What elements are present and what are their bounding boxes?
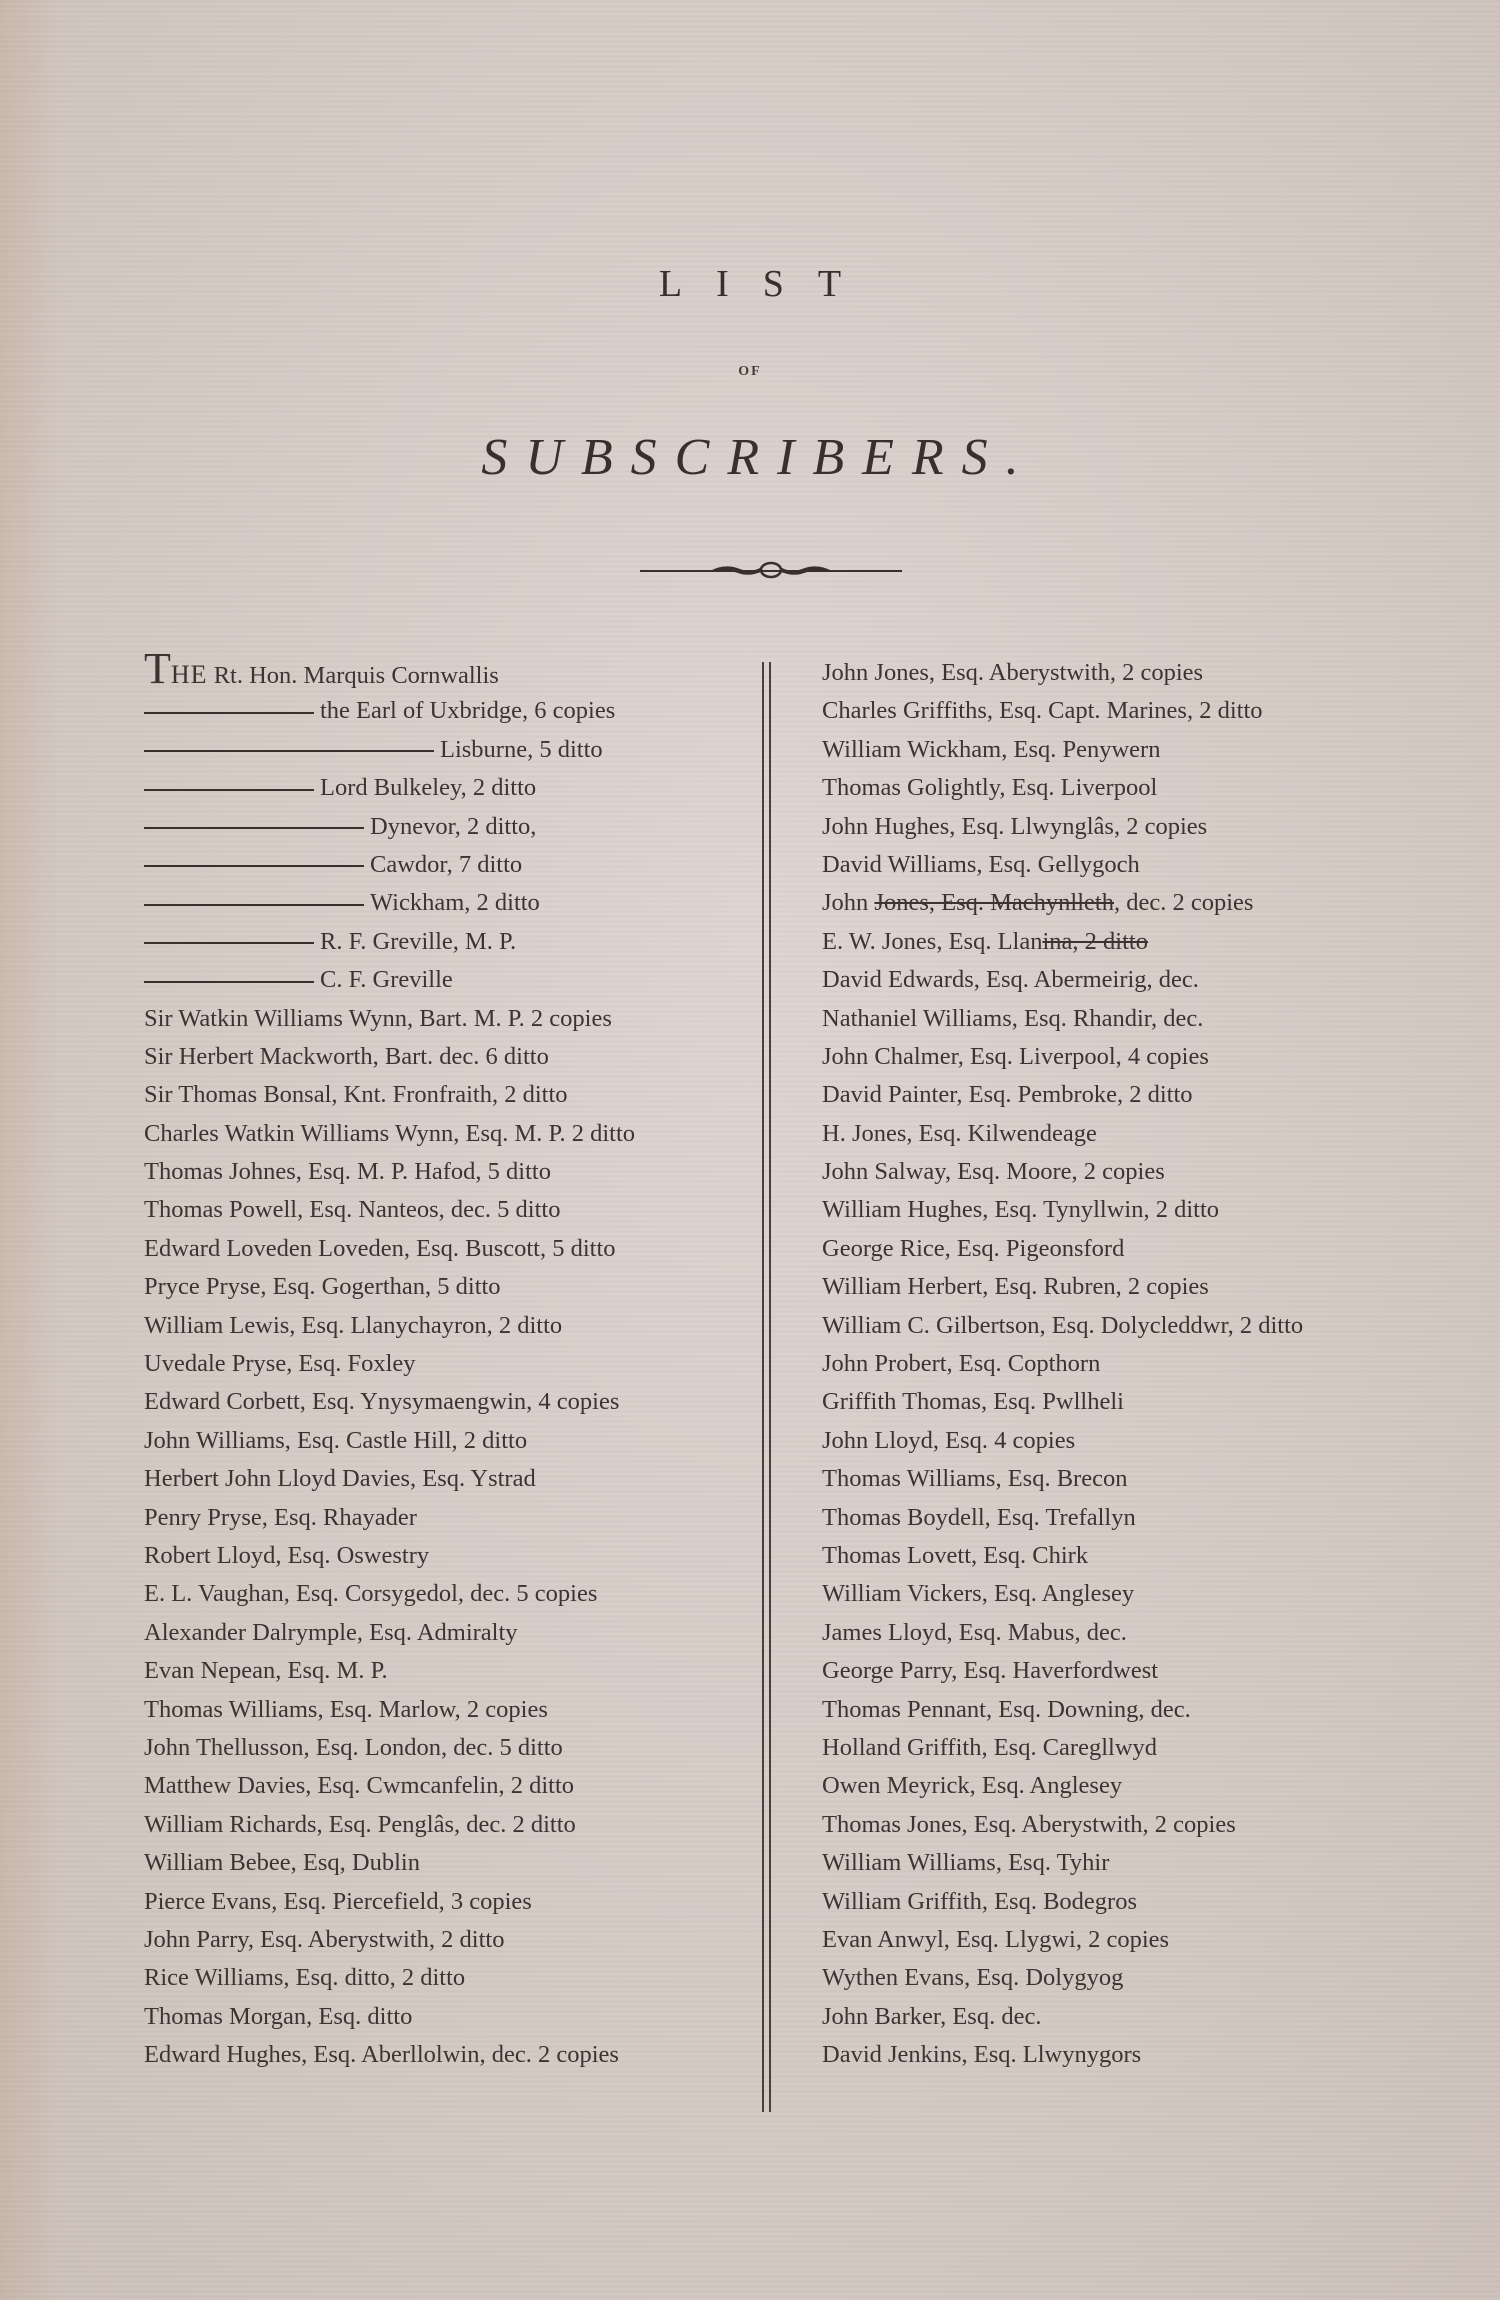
subscriber-entry: David Williams, Esq. Gellygoch <box>822 850 1140 878</box>
subscriber-entry: Thomas Golightly, Esq. Liverpool <box>822 774 1158 802</box>
subscriber-entry: William C. Gilbertson, Esq. Dolycleddwr, 2 ditto <box>822 1311 1304 1339</box>
subscriber-entry: William Richards, Esq. Penglâs, dec. 2 ditto <box>144 1810 576 1838</box>
subscriber-entry: Pierce Evans, Esq. Piercefield, 3 copies <box>144 1887 532 1915</box>
subscriber-entry: E. L. Vaughan, Esq. Corsygedol, dec. 5 copies <box>144 1580 598 1608</box>
subscriber-entry: William Bebee, Esq, Dublin <box>144 1849 420 1877</box>
ditto-dash <box>144 981 314 983</box>
subscriber-entry: the Earl of Uxbridge, 6 copies <box>144 692 754 730</box>
column-divider-double-rule <box>762 662 771 2112</box>
subscriber-entry-struck: E. W. Jones, Esq. Llanina, 2 ditto <box>822 927 1148 955</box>
subscriber-entry: Thomas Williams, Esq. Brecon <box>822 1465 1128 1493</box>
subscriber-entry: John Thellusson, Esq. London, dec. 5 ditto <box>144 1733 563 1761</box>
ditto-dash <box>144 904 364 906</box>
subscriber-list-left-column <box>144 644 754 2074</box>
subscriber-entry: THE Rt. Hon. Marquis Cornwallis <box>144 644 499 693</box>
subscriber-entry: George Rice, Esq. Pigeonsford <box>822 1234 1125 1262</box>
subscriber-entry: Lisburne, 5 ditto <box>144 731 754 769</box>
subscriber-entry: Evan Anwyl, Esq. Llygwi, 2 copies <box>822 1925 1170 1953</box>
subscriber-entry: John Jones, Esq. Aberystwith, 2 copies <box>822 659 1204 686</box>
subscriber-entry: Dynevor, 2 ditto, <box>144 808 754 846</box>
ditto-dash <box>144 712 314 714</box>
fleuron-rule-ornament-icon <box>640 560 902 580</box>
subscriber-entry: Rice Williams, Esq. ditto, 2 ditto <box>144 1964 466 1992</box>
subscriber-entry: John Lloyd, Esq. 4 copies <box>822 1426 1076 1454</box>
subscriber-entry: H. Jones, Esq. Kilwendeage <box>822 1119 1097 1147</box>
subscriber-entry: William Wickham, Esq. Penywern <box>822 735 1161 763</box>
small-caps: HE <box>170 660 208 689</box>
ditto-dash <box>144 865 364 867</box>
title-of: OF <box>738 364 762 379</box>
ditto-dash <box>144 750 434 752</box>
subscriber-entry: Thomas Williams, Esq. Marlow, 2 copies <box>144 1695 548 1723</box>
drop-cap: T <box>144 644 171 693</box>
subscriber-entry: Edward Loveden Loveden, Esq. Buscott, 5 ditto <box>144 1234 616 1262</box>
ditto-dash <box>144 789 314 791</box>
subscriber-list-right-column <box>822 654 1382 2074</box>
subscriber-entry: William Griffith, Esq. Bodegros <box>822 1887 1137 1915</box>
subscriber-entry: Griffith Thomas, Esq. Pwllheli <box>822 1388 1124 1416</box>
subscriber-entry: John Probert, Esq. Copthorn <box>822 1350 1101 1378</box>
subscriber-entry: Pryce Pryse, Esq. Gogerthan, 5 ditto <box>144 1273 501 1301</box>
title-subscribers: SUBSCRIBERS. <box>481 429 1037 486</box>
subscriber-entry: John Parry, Esq. Aberystwith, 2 ditto <box>144 1925 505 1953</box>
subscriber-entry: Edward Hughes, Esq. Aberllolwin, dec. 2 copies <box>144 2041 619 2069</box>
subscriber-entry: Uvedale Pryse, Esq. Foxley <box>144 1350 416 1378</box>
subscriber-entry: George Parry, Esq. Haverfordwest <box>822 1657 1159 1685</box>
subscriber-entry: James Lloyd, Esq. Mabus, dec. <box>822 1618 1127 1646</box>
subscriber-entry: R. F. Greville, M. P. <box>144 923 754 961</box>
handwritten-strikethrough: Jones, Esq. Machynlleth <box>874 889 1114 917</box>
subscriber-entry: Sir Herbert Mackworth, Bart. dec. 6 ditto <box>144 1042 549 1070</box>
subscriber-entry: C. F. Greville <box>144 961 754 999</box>
subscriber-entry: John Barker, Esq. dec. <box>822 2002 1042 2030</box>
subscriber-entry: William Hughes, Esq. Tynyllwin, 2 ditto <box>822 1196 1220 1224</box>
subscriber-entry: Matthew Davies, Esq. Cwmcanfelin, 2 ditto <box>144 1772 575 1800</box>
subscriber-entry: Charles Watkin Williams Wynn, Esq. M. P. 2 ditto <box>144 1119 636 1147</box>
subscriber-entry: Charles Griffiths, Esq. Capt. Marines, 2 ditto <box>822 697 1263 725</box>
subscriber-entry: Alexander Dalrymple, Esq. Admiralty <box>144 1618 518 1646</box>
subscriber-entry: John Salway, Esq. Moore, 2 copies <box>822 1158 1165 1186</box>
subscriber-entry: David Edwards, Esq. Abermeirig, dec. <box>822 966 1199 994</box>
subscriber-entry: William Herbert, Esq. Rubren, 2 copies <box>822 1273 1209 1301</box>
subscriber-entry: Thomas Jones, Esq. Aberystwith, 2 copies <box>822 1810 1236 1838</box>
subscriber-entry: Nathaniel Williams, Esq. Rhandir, dec. <box>822 1004 1204 1032</box>
subscriber-entry: Sir Watkin Williams Wynn, Bart. M. P. 2 copies <box>144 1004 612 1032</box>
subscriber-entry: William Williams, Esq. Tyhir <box>822 1849 1110 1877</box>
subscriber-entry: Sir Thomas Bonsal, Knt. Fronfraith, 2 ditto <box>144 1081 568 1109</box>
subscriber-entry: John Chalmer, Esq. Liverpool, 4 copies <box>822 1042 1209 1070</box>
subscriber-entry: Holland Griffith, Esq. Caregllwyd <box>822 1733 1158 1761</box>
subscriber-entry: Lord Bulkeley, 2 ditto <box>144 769 754 807</box>
subscriber-entry: Edward Corbett, Esq. Ynysymaengwin, 4 copies <box>144 1388 620 1416</box>
handwritten-strikethrough: ina, 2 ditto <box>1042 927 1148 955</box>
subscriber-entry: Thomas Johnes, Esq. M. P. Hafod, 5 ditto <box>144 1158 551 1186</box>
subscriber-entry: Robert Lloyd, Esq. Oswestry <box>144 1541 430 1569</box>
subscriber-entry: Thomas Boydell, Esq. Trefallyn <box>822 1503 1136 1531</box>
subscriber-entry: Thomas Pennant, Esq. Downing, dec. <box>822 1695 1191 1723</box>
subscriber-entry: Cawdor, 7 ditto <box>144 846 754 884</box>
ditto-dash <box>144 827 364 829</box>
subscriber-entry: William Lewis, Esq. Llanychayron, 2 ditto <box>144 1311 563 1339</box>
subscriber-entry: Thomas Powell, Esq. Nanteos, dec. 5 ditto <box>144 1196 561 1224</box>
subscriber-entry: John Williams, Esq. Castle Hill, 2 ditto <box>144 1426 528 1454</box>
title-list: LIST <box>658 263 876 305</box>
subscriber-entry: William Vickers, Esq. Anglesey <box>822 1580 1135 1608</box>
subscriber-entry: Herbert John Lloyd Davies, Esq. Ystrad <box>144 1465 536 1493</box>
subscriber-entry: David Painter, Esq. Pembroke, 2 ditto <box>822 1081 1193 1109</box>
subscriber-entry: Owen Meyrick, Esq. Anglesey <box>822 1772 1123 1800</box>
subscriber-entry: Thomas Lovett, Esq. Chirk <box>822 1541 1089 1569</box>
ditto-dash <box>144 942 314 944</box>
subscriber-entry: Penry Pryse, Esq. Rhayader <box>144 1503 417 1531</box>
subscriber-entry-struck: John Jones, Esq. Machynlleth, dec. 2 copies <box>822 889 1254 917</box>
subscriber-entry: John Hughes, Esq. Llwynglâs, 2 copies <box>822 812 1208 840</box>
subscriber-entry: Wickham, 2 ditto <box>144 884 754 922</box>
subscriber-entry: Wythen Evans, Esq. Dolygyog <box>822 1964 1124 1992</box>
subscriber-entry: David Jenkins, Esq. Llwynygors <box>822 2041 1142 2069</box>
subscriber-entry: Thomas Morgan, Esq. ditto <box>144 2002 413 2030</box>
subscriber-entry: Evan Nepean, Esq. M. P. <box>144 1657 388 1685</box>
